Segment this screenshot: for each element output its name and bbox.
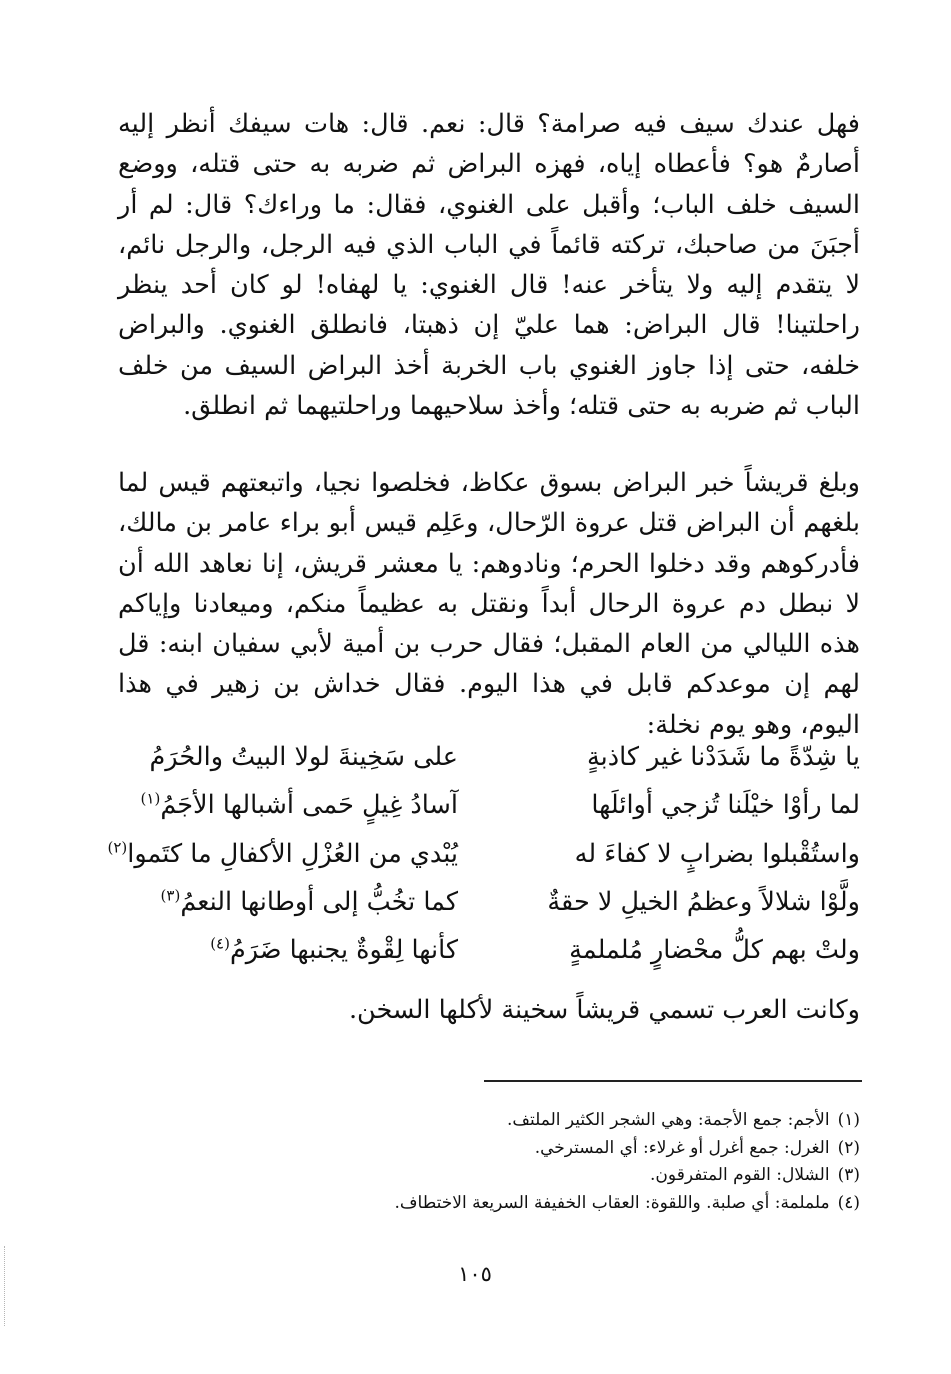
- footnote-text: ململمة: أي صلبة. واللقوة: العقاب الخفيفة السريعة الاختطاف.: [394, 1192, 830, 1213]
- footnote-item: [118, 1162, 860, 1190]
- footnote-separator: [484, 1080, 862, 1082]
- verse-second-hemistich: يُبْدي من العُزْلِ الأكفالِ ما كتَموا$^{(٢)}$: [107, 838, 458, 869]
- footnote-marker: (٣): [160, 886, 181, 905]
- footnotes: [118, 1107, 860, 1217]
- poem-verse-3: [107, 830, 860, 878]
- verse-first-hemistich: لما رأوْا خيْلَنا تُزجي أوائلَها: [591, 790, 860, 821]
- verse-first-hemistich: واستُقْبلوا بضرابٍ لا كفاءَ له: [574, 838, 860, 869]
- scan-margin-mark: [4, 1246, 7, 1326]
- footnote-text: الشلال: القوم المتفرقون.: [650, 1165, 830, 1185]
- poem-verse-1: [118, 733, 860, 781]
- footnote-number: (١): [837, 1110, 860, 1130]
- verse-first-hemistich: يا شِدّةً ما شَدَدْنا غير كاذبةٍ: [586, 742, 860, 772]
- footnote-item: [118, 1107, 860, 1135]
- verse-second-hemistich: كما تخُبُّ إلى أوطانها النعمُ$^{(٣)}$: [160, 886, 458, 917]
- footnote-number: (٢): [837, 1137, 860, 1158]
- footnote-number: (٣): [837, 1165, 860, 1185]
- footnote-text: الغرل: جمع أغرل أو غرلاء: أي المسترخي.: [534, 1137, 830, 1158]
- poem-verse-5: [118, 926, 860, 974]
- footnote-marker: (٤): [210, 934, 230, 953]
- body-paragraph-1: فهل عندك سيف فيه صرامة؟ قال: نعم. قال: هات سيفك أنظر إليه أصارمٌ هو؟ فأعطاه إياه، فهزه البراض ثم ضربه به حتى قتله، ووضع السيف خلف الباب؛ وأقبل على الغنوي، فقال: ما وراءك؟ قال: لم أر أجبَنَ من صاحبك، تركته قائماً في الباب الذي فيه الرجل، والرجل نائم، لا يتقدم إليه ولا يتأخر عنه! قال الغنوي: يا لهفاه! لو كان أحد ينظر راحلتينا! قال البراض: هما عليّ إن ذهبتا، فانطلق الغنوي. والبراض خلفه، حتى إذا جاوز الغنوي باب الخربة أخذ البراض السيف من خلف الباب ثم ضربه به حتى قتله؛ وأخذ سلاحيهما وراحلتيهما ثم انطلق.: [118, 109, 860, 422]
- footnote-item: [118, 1135, 860, 1163]
- verse-second-hemistich: كأنها لِقْوةٌ يجنبها ضَرَمُ$^{(٤)}$: [210, 934, 458, 966]
- poem: [107, 733, 860, 974]
- poem-verse-2: [118, 781, 860, 829]
- footnote-number: (٤): [837, 1192, 860, 1213]
- footnote-marker: (٢): [107, 838, 128, 857]
- footnote-marker: (١): [140, 789, 161, 808]
- verse-second-hemistich: على سَخِينةَ لولا البيتُ والحُرَمُ: [149, 742, 458, 772]
- footnote-item: [118, 1190, 860, 1218]
- verse-first-hemistich: ولتْ بهم كلُّ محْضارٍ مُلملمةٍ: [569, 935, 860, 966]
- page-number: ١٠٥: [458, 1262, 492, 1286]
- poem-verse-4: [118, 878, 860, 926]
- footnote-text: الأجم: جمع الأجمة: وهي الشجر الكثير الملتف.: [507, 1110, 830, 1130]
- body-paragraph-2: وبلغ قريشاً خبر البراض بسوق عكاظ، فخلصوا نجيا، واتبعتهم قيس لما بلغهم أن البراض قتل عروة الرّحال، وعَلِم قيس أبو براء عامر بن مالك، فأدركوهم وقد دخلوا الحرم؛ ونادوهم: يا معشر قريش، إنا نعاهد الله أن لا نبطل دم عروة الرحال أبداً ونقتل به عظيماً منكم، وميعادنا وإياكم هذه الليالي من العام المقبل؛ فقال حرب بن أمية لأبي سفيان ابنه: قل لهم إن موعدكم قابل في هذا اليوم. فقال خداش بن زهير في هذا اليوم، وهو يوم نخلة:: [118, 468, 860, 740]
- verse-second-hemistich: آسادُ غِيلٍ حَمى أشبالها الأجَمُ$^{(١)}$: [140, 789, 458, 821]
- verse-first-hemistich: ولَّوْا شلالاً وعظمُ الخيلِ لا حقةٌ: [547, 886, 860, 917]
- body-paragraph-3: وكانت العرب تسمي قريشاً سخينة لأكلها السخن.: [348, 995, 860, 1025]
